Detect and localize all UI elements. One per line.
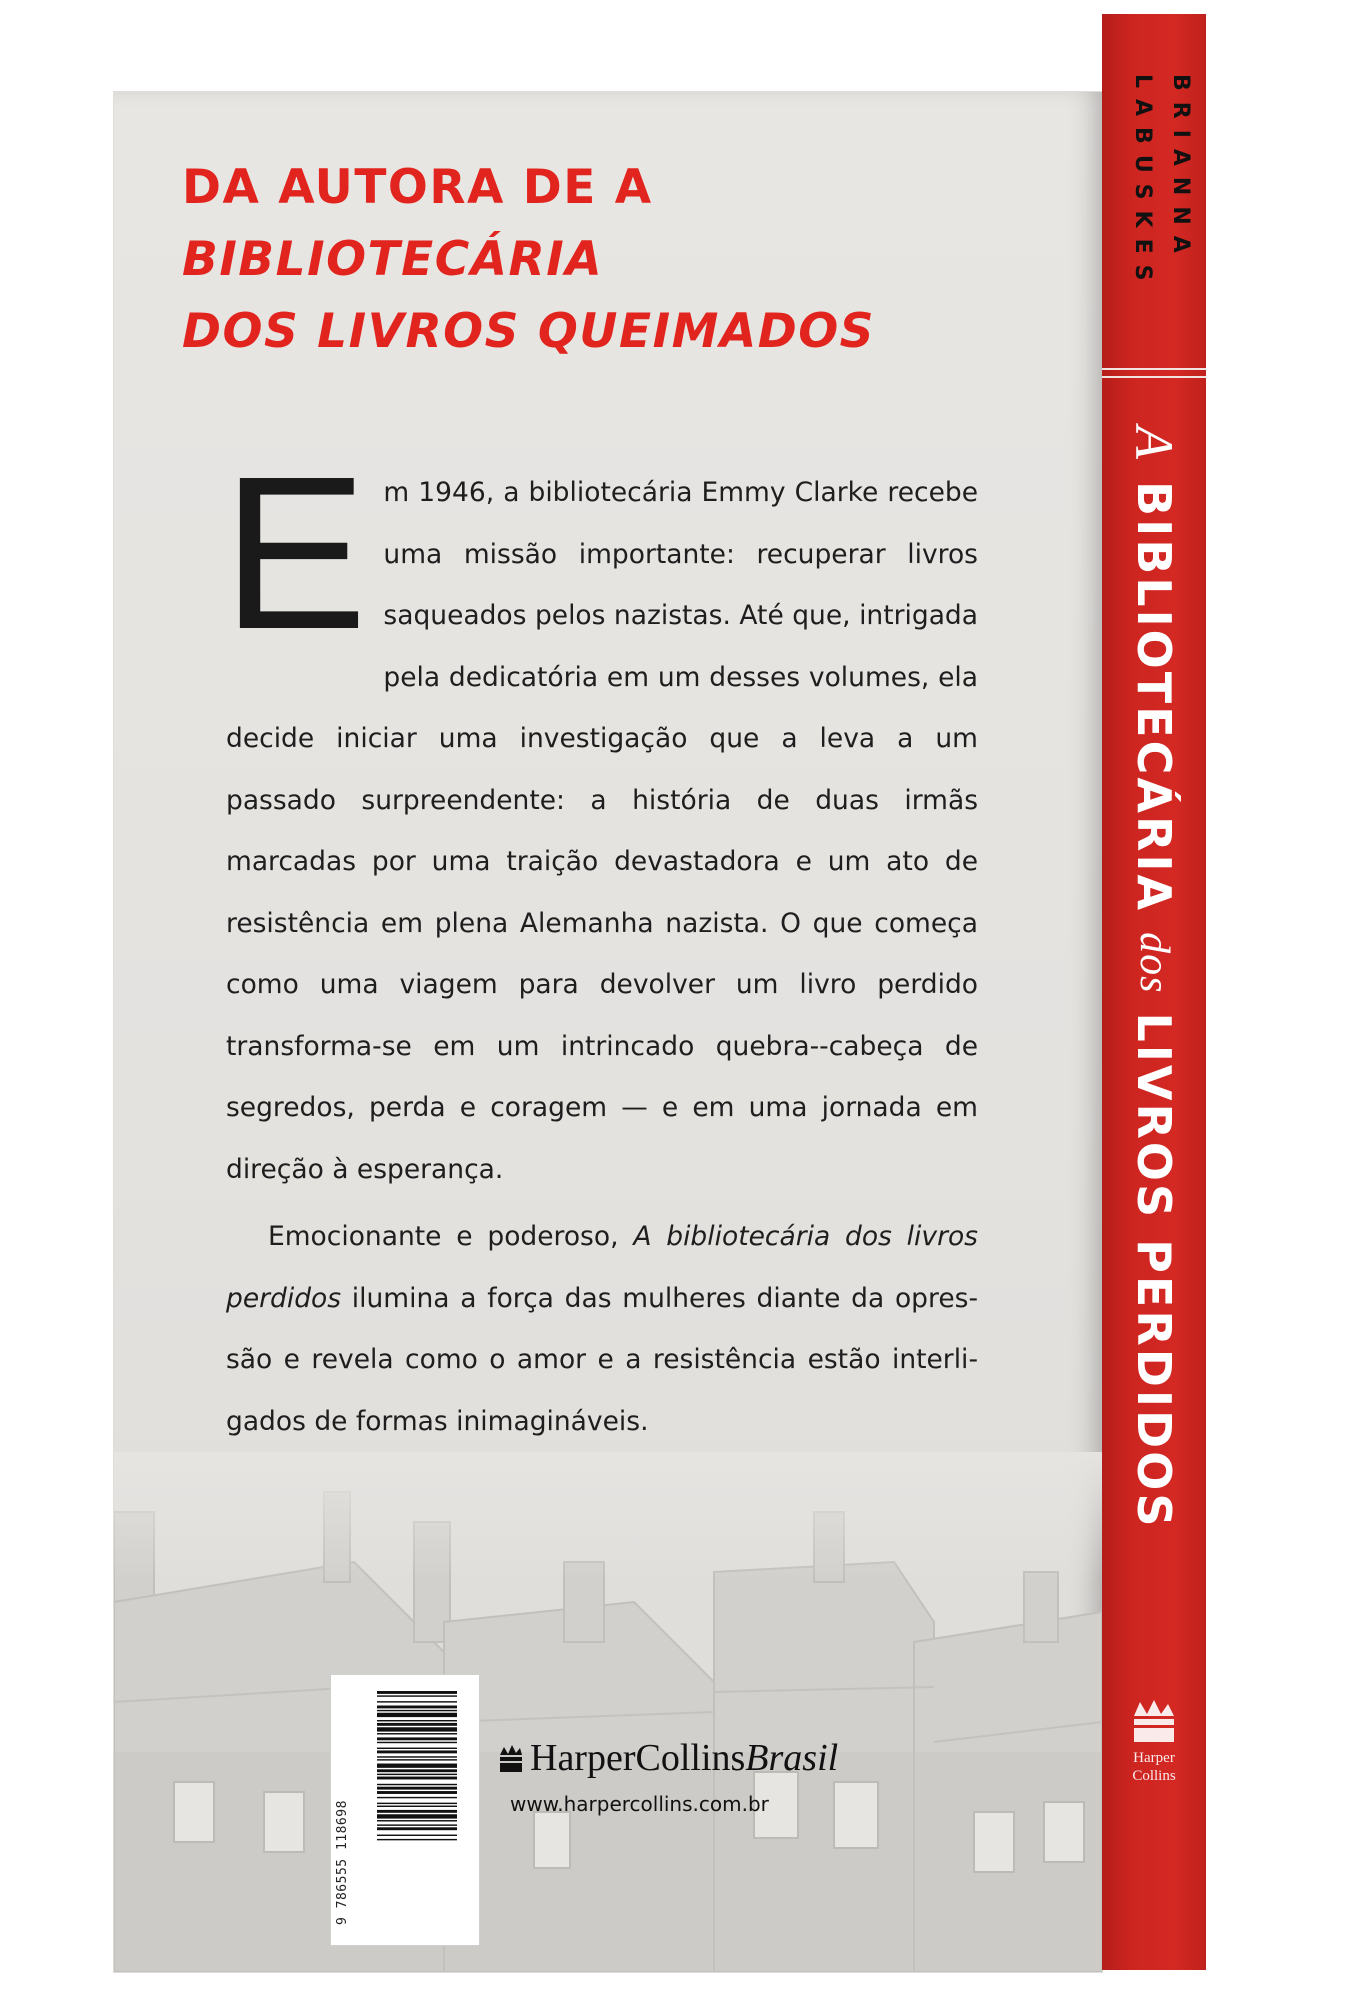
barcode-bar — [377, 1723, 457, 1726]
title-dos: dos — [1131, 932, 1177, 994]
harpercollins-flame-icon — [1130, 1698, 1178, 1744]
barcode-bar — [377, 1750, 457, 1753]
synopsis-paragraph-1 — [222, 432, 978, 1200]
title-article: A — [1124, 426, 1184, 462]
barcode-bar — [377, 1695, 457, 1696]
barcode-bar — [377, 1733, 457, 1734]
barcode-bar — [377, 1791, 457, 1794]
barcode-bar — [377, 1827, 457, 1830]
drop-cap: E — [222, 432, 368, 675]
publisher-logo — [498, 1736, 838, 1783]
barcode-bar — [377, 1777, 457, 1780]
barcode-bar — [377, 1824, 457, 1825]
harpercollins-flame-icon — [498, 1739, 524, 1783]
rooftops-illustration — [114, 1452, 1102, 1972]
headline-italic-1: BIBLIOTECÁRIA — [182, 232, 604, 287]
title-part-2: LIVROS PERDIDOS — [1127, 1012, 1181, 1530]
barcode-bar — [377, 1727, 457, 1731]
synopsis — [222, 432, 978, 1452]
spine-divider — [1102, 376, 1206, 378]
book-spine — [1102, 14, 1206, 1970]
barcode-bar — [377, 1839, 457, 1840]
publisher-region: Brasil — [745, 1737, 839, 1779]
barcode-bars — [343, 1689, 459, 1933]
paragraph-2-end: ilumina a força das mulheres diante da opressão e revela como o amor e a resistência estão interligados de formas inimagináveis. — [226, 1282, 978, 1437]
barcode-bar — [377, 1803, 457, 1804]
barcode-bar — [377, 1737, 457, 1740]
barcode-bar — [377, 1787, 457, 1790]
barcode-bar — [377, 1806, 457, 1807]
barcode-bar — [377, 1797, 457, 1798]
barcode-bar — [377, 1774, 457, 1775]
publisher-name: HarperCollins — [530, 1737, 746, 1779]
paragraph-1-text: m 1946, a bibliotecária Emmy Clarke recebe uma missão importante: recuperar livros saqueados pelos nazistas. Até que, intrigada pela dedicatória em um desses volumes, ela decide iniciar uma investigação que a leva a um passado surpreendente: a história de duas irmãs marcadas por uma traição devastadora e um ato de resistência em plena Alemanha nazista. O que começa como uma viagem para devolver um livro perdido transforma-se em um intrincado quebra-⁠-cabeça de segredos, perda e coragem — e em uma jornada em direção à esperança. — [226, 477, 978, 1185]
headline-italic-2: DOS LIVROS QUEIMADOS — [182, 304, 876, 359]
barcode-bar — [377, 1764, 457, 1768]
barcode-bar — [377, 1713, 457, 1717]
barcode-bar — [377, 1720, 457, 1721]
spine-divider — [1102, 368, 1206, 370]
spine-publisher-line-1: Harper — [1133, 1750, 1175, 1766]
author-last-name: LABUSKES — [1130, 74, 1155, 292]
barcode-bar — [377, 1748, 457, 1749]
tagline-headline — [182, 152, 1082, 368]
barcode-bar — [377, 1701, 457, 1702]
barcode-bar — [377, 1814, 457, 1818]
barcode-bar — [377, 1784, 457, 1785]
spine-publisher-line-2: Collins — [1132, 1768, 1176, 1784]
publisher-website: www.harpercollins.com.br — [510, 1792, 769, 1816]
barcode-bar — [377, 1759, 457, 1760]
synopsis-paragraph-2 — [226, 1206, 978, 1452]
barcode-bar — [377, 1742, 457, 1743]
barcode-bar — [377, 1820, 457, 1821]
back-cover — [114, 92, 1102, 1972]
barcode-bar — [377, 1710, 457, 1711]
barcode-bar — [377, 1835, 457, 1836]
title-part-1: BIBLIOTECÁRIA — [1127, 481, 1181, 914]
paragraph-2-start: Emocionante e poderoso, — [268, 1221, 634, 1252]
isbn-number: 9 786555 118698 — [335, 1800, 350, 1925]
barcode — [330, 1674, 480, 1946]
barcode-bar — [377, 1769, 457, 1772]
paragraph-2-book-title: A bibliotecária dos livros perdidos — [226, 1221, 978, 1314]
barcode-bar — [377, 1691, 457, 1694]
author-first-name: BRIANNA — [1168, 74, 1193, 264]
barcode-bar — [377, 1706, 457, 1709]
spine-title — [1124, 426, 1184, 1826]
barcode-bar — [377, 1756, 457, 1757]
headline-prefix: DA AUTORA DE A — [182, 160, 653, 215]
barcode-bar — [377, 1810, 457, 1813]
